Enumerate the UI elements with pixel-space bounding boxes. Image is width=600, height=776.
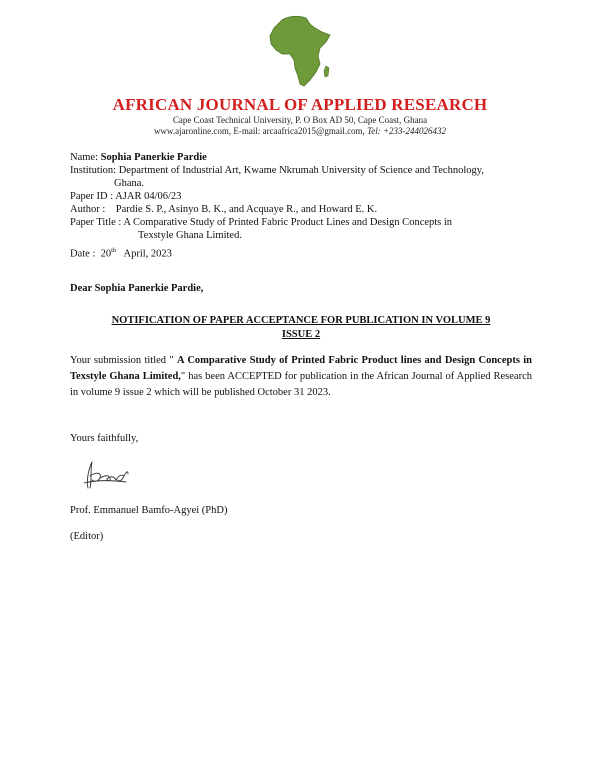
institution-country: Ghana. xyxy=(114,178,145,189)
author-label: Author : xyxy=(70,204,106,215)
date-suffix: th xyxy=(111,247,117,254)
journal-address: Cape Coast Technical University, P. O Box AD 50, Cape Coast, Ghana xyxy=(172,115,428,125)
journal-tel: Tel: +233-244026432 xyxy=(367,126,447,136)
author-line xyxy=(70,204,377,216)
notice-line-1: NOTIFICATION OF PAPER ACCEPTANCE FOR PUBLICATION IN VOLUME 9 xyxy=(111,315,491,326)
notice-line-2: ISSUE 2 xyxy=(281,329,321,340)
recipient-name: Sophia Panerkie Pardie xyxy=(100,152,207,163)
journal-web-email: www.ajaronline.com, E-mail: arcaafrica2015@gmail.com, xyxy=(153,126,368,136)
institution-label: Institution: xyxy=(70,165,117,176)
greeting: Dear Sophia Panerkie Pardie, xyxy=(70,283,204,294)
signature-image xyxy=(80,458,132,494)
journal-contact xyxy=(0,126,600,136)
para-post: " has been ACCEPTED for publication in the African Journal of Applied Research in volume 9 issue 2 which will be published October 31 2023. xyxy=(70,371,532,398)
institution-line xyxy=(70,165,484,177)
signatory-name: Prof. Emmanuel Bamfo-Agyei (PhD) xyxy=(70,505,228,516)
signatory-role: (Editor) xyxy=(70,531,104,542)
para-paper-title: A Comparative Study of Printed Fabric Product lines and Design Concepts in Texstyle Ghana Limited, xyxy=(70,355,532,382)
recipient-name-line xyxy=(70,152,207,164)
para-pre: Your submission titled " xyxy=(70,355,177,366)
closing: Yours faithfully, xyxy=(70,433,139,444)
acceptance-notice-heading xyxy=(70,314,532,342)
paper-title-cont: Texstyle Ghana Limited. xyxy=(138,230,242,241)
date-label: Date : xyxy=(70,248,96,260)
date-line xyxy=(70,245,172,261)
author-list: Pardie S. P., Asinyo B. K., and Acquaye R., and Howard E. K. xyxy=(115,204,378,215)
paper-id: Paper ID : AJAR 04/06/23 xyxy=(70,191,182,202)
date-day: 20 xyxy=(100,248,112,260)
institution-value: Department of Industrial Art, Kwame Nkrumah University of Science and Technology, xyxy=(118,165,484,176)
acceptance-paragraph xyxy=(70,353,532,401)
date-rest: April, 2023 xyxy=(123,248,172,260)
paper-title-label: Paper Title : xyxy=(70,217,122,228)
name-label: Name: xyxy=(70,152,98,163)
africa-map-logo xyxy=(268,14,334,90)
journal-title: AFRICAN JOURNAL OF APPLIED RESEARCH xyxy=(112,95,488,114)
paper-title-line xyxy=(70,217,452,229)
paper-title-value: A Comparative Study of Printed Fabric Product Lines and Design Concepts in xyxy=(123,217,453,228)
